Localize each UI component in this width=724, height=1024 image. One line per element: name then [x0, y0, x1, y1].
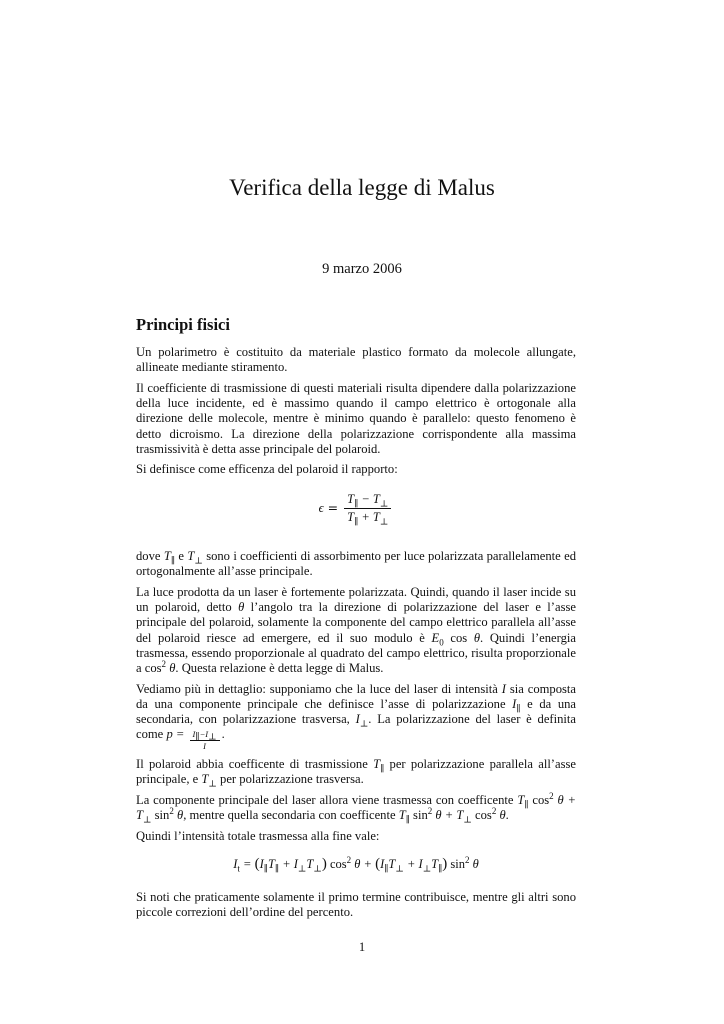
paragraph-6: Vediamo più in dettaglio: supponiamo che la luce del laser di intensità I sia composta da una componente principale che definisce l’asse di polarizzazione $I_\parallel$ e da una secondaria, con polarizzazione trasversa, $I_\perp$. La polarizzazione del laser è definita come p = $\frac{I_\parallel-I_\perp}{I}$ .: [136, 681, 577, 752]
paragraph-8: La componente principale del laser allora viene trasmessa con coefficente $T_\parallel$ $\cos^2 \theta + T_\perp$ $\sin^2 \theta$, mentre quella secondaria con coefficente $T_\parallel$ $\sin^2 \theta + T_\perp$ $\cos^2 \theta$.: [136, 790, 576, 825]
paragraph-10: Si noti che praticamente solamente il primo termine contribuisce, mentre gli altri sono piccole correzioni dell’ordine del percento.: [136, 889, 576, 920]
paragraph-1: Un polarimetro è costituito da materiale plastico formato da molecole allungate, allineate mediante stiramento.: [136, 345, 576, 375]
equation-efficiency: ϵ = $\frac{T_\parallel - T_\perp}{T_\parallel + T_\perp}$: [136, 492, 576, 525]
paragraph-4: dove $T_\parallel$ e $T_\perp$ sono i coefficienti di assorbimento per luce polarizzata parallelamente ed ortogonalmente all’asse principale.: [136, 549, 576, 579]
document-title: Verifica della legge di Malus: [229, 175, 495, 200]
equation-total-intensity: $I_t = (I_\parallel T_\parallel + I_\perp T_\perp)$ $\cos^2 \theta + (I_\parallel T_\perp + I_\perp T_\parallel)$ $\sin^2 \theta$: [233, 854, 479, 874]
page-number: 1: [358, 940, 366, 954]
paragraph-2: Il coefficiente di trasmissione di questi materiali risulta dipendere dalla polarizzazione della luce incidente, ed è massimo quando il campo elettrico è ortogonale alla direzione delle molecole, mentre è minimo quando è parallelo: questo fenomeno è detto dicroismo. La direzione della polarizzazione corrispondente alla massima trasmissività è detta asse principale del polaroid.: [136, 380, 576, 456]
paragraph-7: Il polaroid abbia coefficente di trasmissione $T_\parallel$ per polarizzazione parallela all’asse principale, e $T_\perp$ per polarizzazione trasversa.: [136, 756, 576, 789]
section-title: Principi fisici: [136, 315, 230, 334]
document-body: [136, 345, 576, 926]
paragraph-9: Quindi l’intensità totale trasmessa alla fine vale:: [136, 828, 380, 843]
paragraph-3: Si definisce come efficenza del polaroid il rapporto:: [136, 462, 398, 477]
document-date: 9 marzo 2006: [322, 261, 402, 277]
paragraph-5: La luce prodotta da un laser è fortemente polarizzata. Quindi, quando il laser incide su un polaroid, detto θ l’angolo tra la direzione di polarizzazione del laser e l’asse principale del polaroid, solamente la componente del campo elettrico parallela all’asse del polaroid riesce ad emergere, ed il suo modulo è $E_0$ cos θ. Quindi l’energia trasmessa, essendo proporzionale al quadrato del campo elettrico, risulta proporzionale a $\cos^2 \theta$. Questa relazione è detta legge di Malus.: [136, 584, 576, 675]
